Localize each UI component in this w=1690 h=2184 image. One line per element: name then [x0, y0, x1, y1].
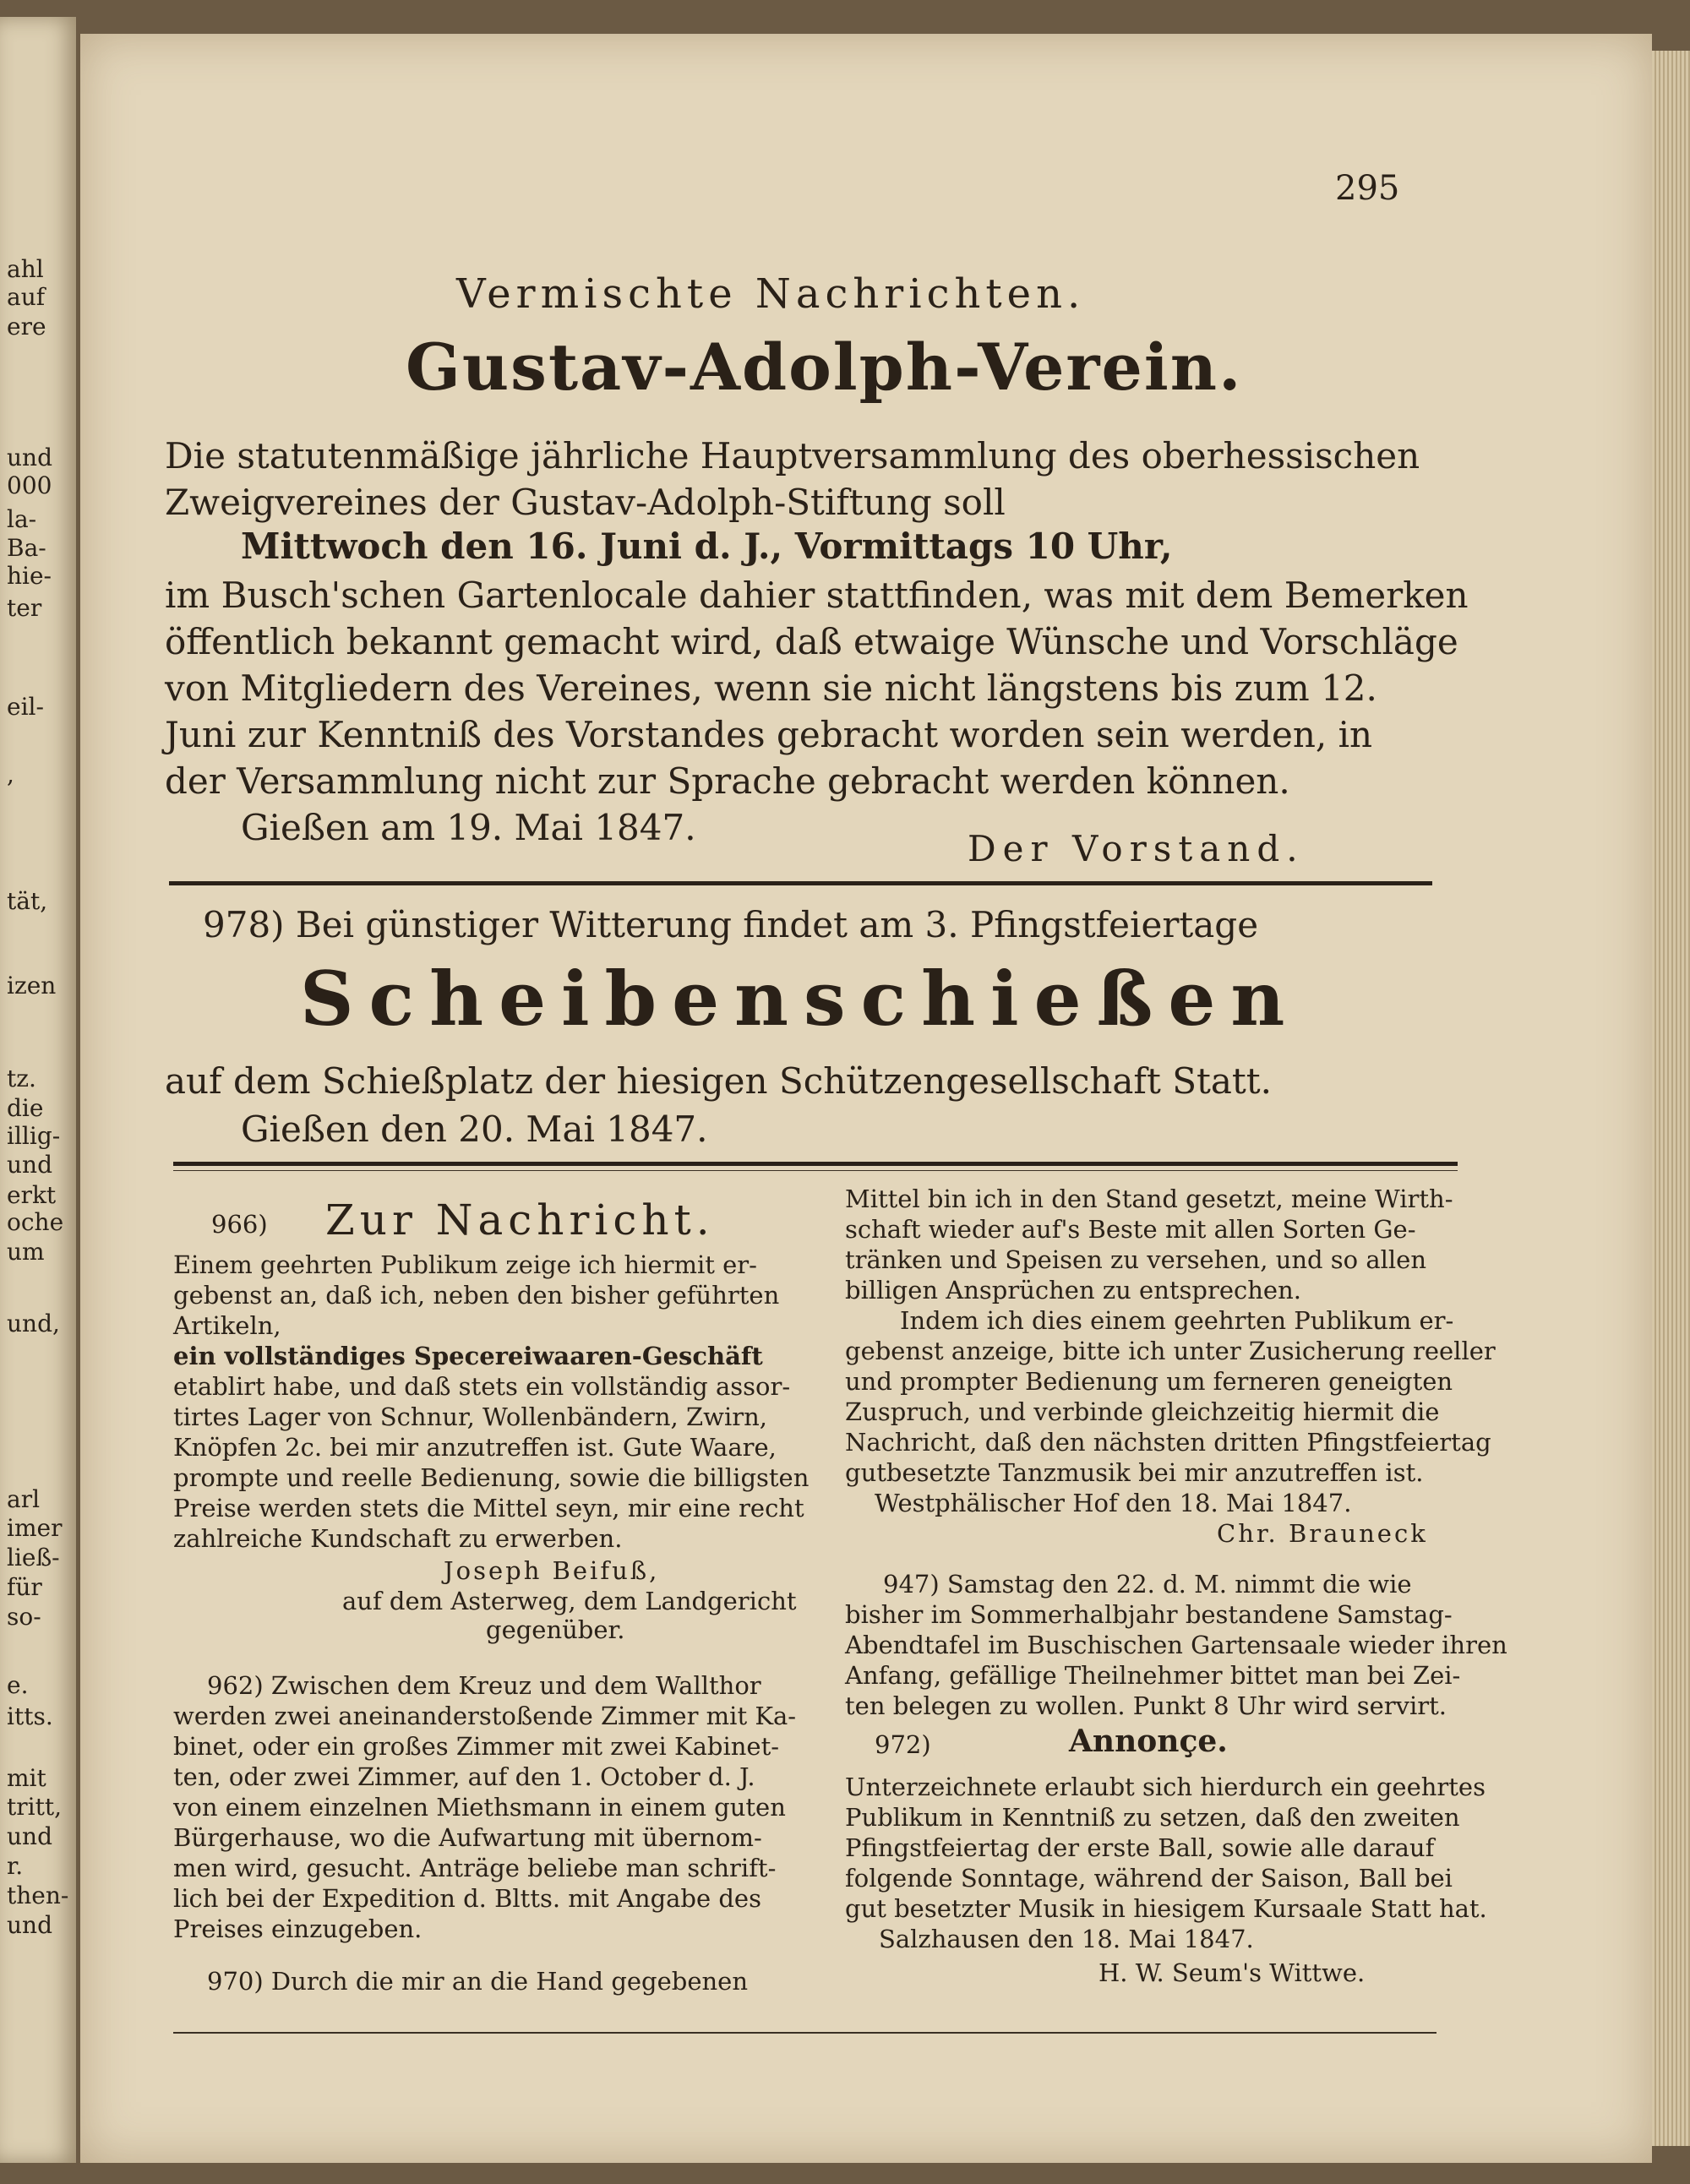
notice972-line: Unterzeichnete erlaubt sich hierdurch ein geehrtes: [845, 1773, 1486, 1801]
bottom-rule: [173, 2032, 1436, 2034]
notice970-line: und prompter Bedienung um ferneren geneigten: [845, 1367, 1453, 1396]
notice1-line: Gießen am 19. Mai 1847.: [241, 807, 696, 848]
facing-page-fragment: und: [7, 1822, 52, 1850]
notice1-line: von Mitgliedern des Vereines, wenn sie nicht längstens bis zum 12.: [165, 667, 1377, 709]
notice1-line-date: Mittwoch den 16. Juni d. J., Vormittags 10 Uhr,: [241, 526, 1173, 567]
facing-page-fragment: tät,: [7, 887, 48, 915]
notice970-line: 970) Durch die mir an die Hand gegebenen: [207, 1967, 749, 1996]
facing-page-fragment: 000: [7, 471, 52, 499]
notice966-number: 966): [211, 1210, 268, 1239]
facing-page-edge: [0, 17, 76, 2163]
notice970-signature: Chr. Brauneck: [1217, 1519, 1428, 1548]
notice1-line: Juni zur Kenntniß des Vorstandes gebracht worden sein werden, in: [165, 714, 1373, 755]
notice966-line: zahlreiche Kundschaft zu erwerben.: [173, 1524, 623, 1553]
facing-page-fragment: tritt,: [7, 1793, 62, 1821]
facing-page-fragment: und: [7, 1911, 52, 1939]
separator-rule-thin: [173, 1170, 1458, 1171]
notice947-line: ten belegen zu wollen. Punkt 8 Uhr wird servirt.: [845, 1691, 1447, 1720]
notice972-line: folgende Sonntage, während der Saison, Ball bei: [845, 1864, 1453, 1893]
facing-page-fragment: erkt: [7, 1181, 57, 1209]
notice972-heading: Annonçe.: [1069, 1724, 1228, 1759]
notice947-line: Abendtafel im Buschischen Gartensaale wieder ihren: [845, 1631, 1507, 1659]
notice966-signature-address: gegenüber.: [486, 1615, 625, 1644]
section-heading: Vermischte Nachrichten.: [456, 270, 1086, 318]
notice972-line: Salzhausen den 18. Mai 1847.: [879, 1925, 1254, 1953]
facing-page-fragment: izen: [7, 972, 57, 999]
notice972-number: 972): [875, 1730, 931, 1759]
notice978-headline: Scheibenschießen: [300, 955, 1300, 1043]
notice970-line: Nachricht, daß den nächsten dritten Pfingstfeiertag: [845, 1428, 1491, 1457]
notice966-line: Artikeln,: [173, 1311, 281, 1340]
notice966-heading: Zur Nachricht.: [325, 1195, 715, 1244]
facing-page-fragment: ,: [7, 760, 14, 788]
notice962-line: men wird, gesucht. Anträge beliebe man schrift-: [173, 1854, 777, 1882]
notice978-date: Gießen den 20. Mai 1847.: [241, 1108, 708, 1150]
facing-page-fragment: ließ-: [7, 1544, 60, 1571]
notice966-line: tirtes Lager von Schnur, Wollenbändern, Zwirn,: [173, 1402, 767, 1431]
page-number: 295: [1335, 169, 1400, 208]
facing-page-fragment: eil-: [7, 693, 44, 721]
facing-page-fragment: und: [7, 444, 52, 471]
facing-page-fragment: und: [7, 1151, 52, 1179]
notice970-line: schaft wieder auf's Beste mit allen Sorten Ge-: [845, 1215, 1416, 1244]
facing-page-fragment: die: [7, 1094, 44, 1122]
notice966-line: etablirt habe, und daß stets ein vollständig assor-: [173, 1372, 791, 1401]
notice962-line: werden zwei aneinanderstoßende Zimmer mit Ka-: [173, 1702, 797, 1730]
facing-page-fragment: e.: [7, 1671, 29, 1699]
notice966-signature: Joseph Beifuß,: [444, 1556, 660, 1585]
page-edges: [1652, 51, 1690, 2146]
facing-page-fragment: hie-: [7, 562, 52, 590]
notice962-line: lich bei der Expedition d. Bltts. mit Angabe des: [173, 1884, 761, 1913]
notice970-line: Mittel bin ich in den Stand gesetzt, meine Wirth-: [845, 1185, 1453, 1213]
notice1-signature: Der Vorstand.: [968, 828, 1305, 869]
notice978-line2: auf dem Schießplatz der hiesigen Schützengesellschaft Statt.: [165, 1060, 1272, 1102]
notice1-line: im Busch'schen Gartenlocale dahier stattfinden, was mit dem Bemerken: [165, 575, 1469, 616]
notice1-line: Die statutenmäßige jährliche Hauptversammlung des oberhessischen: [165, 435, 1420, 477]
notice966-line: Knöpfen 2c. bei mir anzutreffen ist. Gute Waare,: [173, 1433, 777, 1462]
notice966-line: gebenst an, daß ich, neben den bisher geführten: [173, 1281, 780, 1310]
notice978-line1: 978) Bei günstiger Witterung findet am 3. Pfingstfeiertage: [203, 904, 1259, 945]
facing-page-fragment: arl: [7, 1485, 41, 1513]
facing-page-fragment: auf: [7, 283, 46, 311]
notice970-line: Indem ich dies einem geehrten Publikum er-: [900, 1306, 1454, 1335]
facing-page-fragment: für: [7, 1573, 42, 1601]
notice1-line: der Versammlung nicht zur Sprache gebracht werden können.: [165, 760, 1290, 802]
facing-page-fragment: ere: [7, 313, 46, 340]
notice1-line: Zweigvereines der Gustav-Adolph-Stiftung soll: [165, 482, 1006, 523]
facing-page-fragment: und,: [7, 1310, 60, 1337]
notice962-line: 962) Zwischen dem Kreuz und dem Wallthor: [207, 1671, 761, 1700]
facing-page-fragment: itts.: [7, 1702, 53, 1730]
notice966-signature-address: auf dem Asterweg, dem Landgericht: [342, 1587, 797, 1615]
notice972-line: gut besetzter Musik in hiesigem Kursaale Statt hat.: [845, 1894, 1487, 1923]
notice966-line: ein vollständiges Specereiwaaren-Geschäft: [173, 1342, 763, 1370]
facing-page-fragment: then-: [7, 1882, 69, 1909]
facing-page-fragment: tz.: [7, 1065, 36, 1092]
notice972-signature: H. W. Seum's Wittwe.: [1098, 1958, 1366, 1987]
notice970-line: gutbesetzte Tanzmusik bei mir anzutreffen ist.: [845, 1458, 1424, 1487]
notice1-line: öffentlich bekannt gemacht wird, daß etwaige Wünsche und Vorschläge: [165, 621, 1458, 662]
notice947-line: Anfang, gefällige Theilnehmer bittet man bei Zei-: [845, 1661, 1461, 1690]
notice972-line: Pfingstfeiertag der erste Ball, sowie alle darauf: [845, 1833, 1435, 1862]
notice970-line: Zuspruch, und verbinde gleichzeitig hiermit die: [845, 1397, 1440, 1426]
notice966-line: prompte und reelle Bedienung, sowie die billigsten: [173, 1463, 810, 1492]
facing-page-fragment: um: [7, 1238, 45, 1266]
notice966-line: Einem geehrten Publikum zeige ich hiermit er-: [173, 1250, 757, 1279]
separator-rule: [169, 881, 1432, 885]
facing-page-fragment: imer: [7, 1514, 63, 1542]
facing-page-fragment: oche: [7, 1208, 64, 1236]
facing-page-fragment: ter: [7, 594, 42, 622]
notice962-line: binet, oder ein großes Zimmer mit zwei Kabinet-: [173, 1732, 780, 1761]
notice962-line: Preises einzugeben.: [173, 1914, 422, 1943]
facing-page-fragment: ahl: [7, 255, 44, 283]
facing-page-fragment: illig-: [7, 1122, 61, 1150]
notice966-line: Preise werden stets die Mittel seyn, mir eine recht: [173, 1494, 804, 1522]
facing-page-fragment: mit: [7, 1764, 46, 1792]
notice972-line: Publikum in Kenntniß zu setzen, daß den zweiten: [845, 1803, 1460, 1832]
notice947-line: 947) Samstag den 22. d. M. nimmt die wie: [883, 1570, 1412, 1599]
notice970-line: Westphälischer Hof den 18. Mai 1847.: [875, 1489, 1352, 1517]
notice970-line: tränken und Speisen zu versehen, und so allen: [845, 1245, 1427, 1274]
facing-page-fragment: Ba-: [7, 534, 46, 562]
facing-page-fragment: la-: [7, 505, 37, 533]
notice962-line: Bürgerhause, wo die Aufwartung mit übernom-: [173, 1823, 762, 1852]
facing-page-fragment: so-: [7, 1603, 41, 1631]
facing-page-fragment: r.: [7, 1852, 24, 1880]
notice970-line: gebenst anzeige, bitte ich unter Zusicherung reeller: [845, 1337, 1496, 1365]
notice-title-gustav-adolph: Gustav-Adolph-Verein.: [406, 330, 1243, 405]
notice962-line: ten, oder zwei Zimmer, auf den 1. October d. J.: [173, 1762, 755, 1791]
notice970-line: billigen Ansprüchen zu entsprechen.: [845, 1276, 1301, 1304]
notice947-line: bisher im Sommerhalbjahr bestandene Samstag-: [845, 1600, 1453, 1629]
notice962-line: von einem einzelnen Miethsmann in einem guten: [173, 1793, 786, 1822]
separator-rule: [173, 1162, 1458, 1166]
